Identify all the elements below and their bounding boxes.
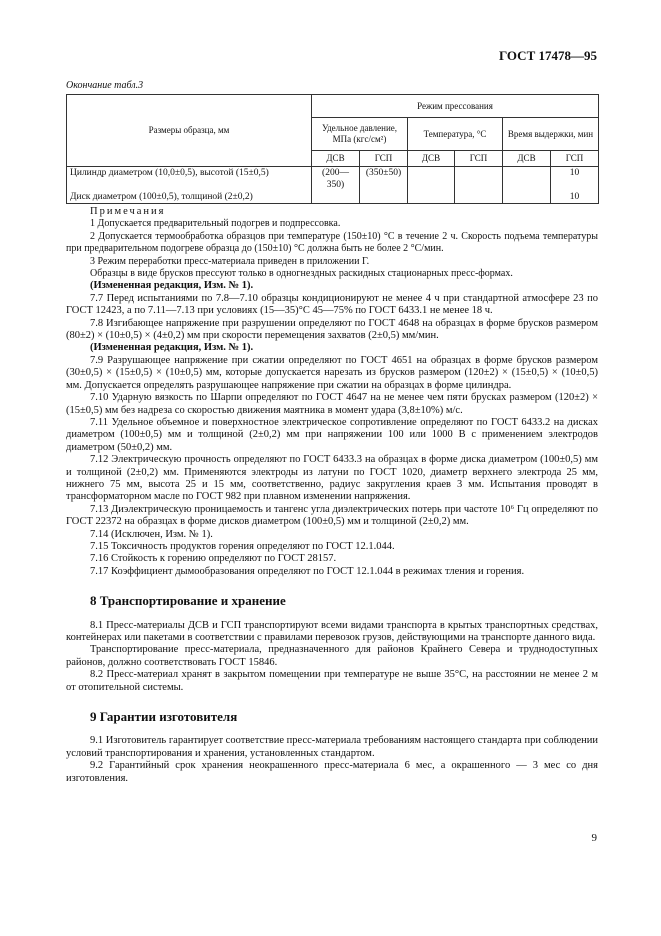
clause-7-17: 7.17 Коэффициент дымообразования определяют по ГОСТ 12.1.044 в режимах тления и горения. [90,565,525,577]
header-dsv: ДСВ [408,151,455,167]
page-number: 9 [591,832,597,844]
cell-pressure-dsv: (200—350) [312,167,360,192]
cell-temp-dsv [408,167,455,192]
note-1: 1 Допускается предварительный подогрев и подпрессовка. [90,218,341,230]
cell-hold-gsp: 10 [551,191,599,204]
cell-size: Цилиндр диаметром (10,0±0,5), высотой (15±0,5) [67,167,312,192]
body-text [66,206,598,785]
table-caption: Окончание табл.3 [66,80,144,91]
cell-size: Диск диаметром (100±0,5), толщиной (2±0,2) [67,191,312,204]
header-dsv: ДСВ [503,151,551,167]
revision-note: (Измененная редакция, Изм. № 1). [90,342,254,354]
cell-hold-gsp: 10 [551,167,599,192]
section-9-heading: 9 Гарантии изготовителя [90,709,238,725]
section-8-heading: 8 Транспортирование и хранение [90,593,286,609]
cell-temp-dsv [408,191,455,204]
clause-7-8: 7.8 Изгибающее напряжение при разрушении определяют по ГОСТ 4648 на образцах в форме брусков размером (80±2) × (10±0,5) × (4±0,2) мм при скорости перемещения захватов (2±0,5) мм/мин. [66,317,598,342]
clause-7-14: 7.14 (Исключен, Изм. № 1). [90,528,213,540]
clause-8-1: 8.1 Пресс-материалы ДСВ и ГСП транспортируют всеми видами транспорта в крытых транспортных средствах, контейнерах или пакетами в соответствии с правилами перевозок грузов, действующими на транспорте данного вида. [66,619,598,643]
note-2: 2 Допускается термообработка образцов при температуре (150±10) °С в течение 2 ч. Скорость подъема температуры при предварительном подогреве образца до (150±10) °С должна быть не более 2 °С/мин. [66,230,598,255]
pressing-mode-table [66,94,599,204]
clause-7-11: 7.11 Удельное объемное и поверхностное электрическое сопротивление определяют по ГОСТ 6433.2 на дисках диаметром (100±0,5) мм и толщиной (2±0,2) мм при напряжении 100 или 1000 В с применением электродов диаметром (50±0,2) мм. [66,416,598,453]
clause-8-1-cont: Транспортирование пресс-материала, предназначенного для районов Крайнего Севера и труднодоступных районов, должно соответствовать ГОСТ 15846. [66,644,598,668]
cell-hold-dsv [503,191,551,204]
note-4: Образцы в виде брусков прессуют только в одногнездных раскидных стационарных пресс-формах. [90,268,513,280]
header-gsp: ГСП [551,151,599,167]
clause-9-1: 9.1 Изготовитель гарантирует соответствие пресс-материала требованиям настоящего стандарта при соблюдении условий транспортирования и хранения, установленных стандартом. [66,735,598,759]
clause-7-9: 7.9 Разрушающее напряжение при сжатии определяют по ГОСТ 4651 на образцах в форме брусков размером (30±0,5) × (15±0,5) × (10±0,5) мм, которые допускается нарезать из брусков размером (120±2) × (15±0,5) × (10±0,5) мм. Допускается определять разрушающее напряжение при сжатии на образцах в форме цилиндра. [66,354,598,391]
notes-heading: Примечания [90,206,166,217]
header-gsp: ГСП [360,151,408,167]
clause-7-7: 7.7 Перед испытаниями по 7.8—7.10 образцы кондиционируют не менее 4 ч при стандартной атмосфере 23 по ГОСТ 12423, а по 7.11—7.13 при условиях (15—35)°С 45—75% по ГОСТ 6433.1 не менее 18 ч. [66,292,598,317]
clause-9-2: 9.2 Гарантийный срок хранения неокрашенного пресс-материала 6 мес, а окрашенного — 3 мес со дня изготовления. [66,760,598,784]
header-sample-size: Размеры образца, мм [67,95,312,167]
cell-temp-gsp [455,167,503,192]
header-dsv: ДСВ [312,151,360,167]
clause-8-2: 8.2 Пресс-материал хранят в закрытом помещении при температуре не выше 35°С, на расстоянии не менее 2 м от отопительной системы. [66,669,598,693]
document-code: ГОСТ 17478—95 [498,48,597,63]
table-row [67,167,599,192]
clause-7-16: 7.16 Стойкость к горению определяют по ГОСТ 28157. [90,553,337,565]
cell-pressure-gsp: (350±50) [360,167,408,192]
clause-7-10: 7.10 Ударную вязкость по Шарпи определяют по ГОСТ 4647 на не менее чем пяти брусках размером (120±2) × (15±0,5) мм без надреза со скоростью движения маятника в момент удара (3,8±10%) м/с. [66,392,598,416]
header-temperature: Температура, °С [408,118,503,151]
clause-7-13: 7.13 Диэлектрическую проницаемость и тангенс угла диэлектрических потерь при частоте 10⁶ Гц определяют по ГОСТ 22372 на образцах в форме дисков диаметром (100±0,5) мм и толщиной (2±0,2) мм. [66,503,598,528]
header-pressure: Удельное давление, МПа (кгс/см²) [312,118,408,151]
cell-pressure-dsv [312,191,360,204]
cell-pressure-gsp [360,191,408,204]
revision-note: (Измененная редакция, Изм. № 1). [90,280,254,292]
clause-7-12: 7.12 Электрическую прочность определяют по ГОСТ 6433.3 на образцах в форме диска диаметром (100±0,5) мм и толщиной (2±0,2) мм. Применяются электроды из латуни по ГОСТ 1020, диаметр верхнего электрода 25 мм, нижнего 75 мм, высота 25 и 15 мм, соответственно, радиус закругления краев 3 мм. Испытания проводят в трансформаторном масле по ГОСТ 982 при плавном изменении напряжения. [66,454,598,503]
cell-temp-gsp [455,191,503,204]
cell-hold-dsv [503,167,551,192]
table-row [67,191,599,204]
note-3: 3 Режим переработки пресс-материала приведен в приложении Г. [90,255,370,267]
clause-7-15: 7.15 Токсичность продуктов горения определяют по ГОСТ 12.1.044. [90,540,395,552]
header-hold-time: Время выдержки, мин [503,118,599,151]
header-gsp: ГСП [455,151,503,167]
header-pressing-mode: Режим прессования [312,95,599,118]
